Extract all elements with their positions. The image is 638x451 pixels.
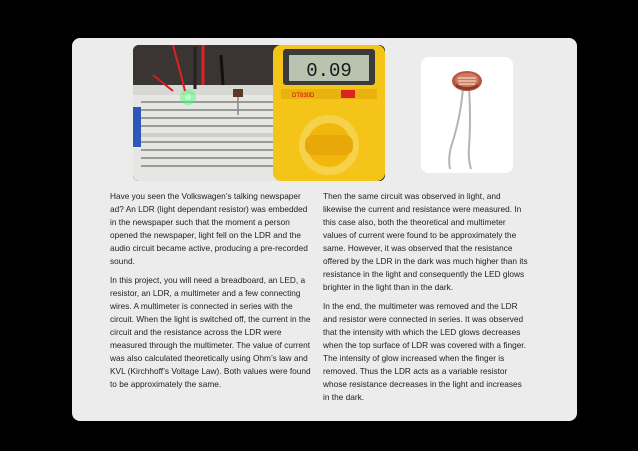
paragraph: In the end, the multimeter was removed and the LDR and resistor were connected in series. It was observed that the intensity with which the LED glows decreases when the top surface of LDR was covered with a finger. The intensity of glow increased when the finger is removed. Thus the LDR acts as a variable resistor whose resistance decreases in the light and increases in the dark. [323,301,526,402]
right-text-column [323,190,529,410]
ldr-image [421,57,513,173]
left-text-column [110,190,316,397]
breadboard-scene [133,45,385,181]
multimeter-display: 0.09 [306,60,352,82]
paragraph: Then the same circuit was observed in light, and likewise the current and resistance were measured. In this case also, both the theoretical and multimeter values of current were found to be approximately the same. However, it was observed that the resistance offered by the LDR in the dark was much higher than its resistance in the light and consequently the LED glows brighter in the light than in the dark. [323,191,528,292]
paragraph: In this project, you will need a breadboard, an LED, a resistor, an LDR, a multimeter and a few connecting wires. A multimeter is connected in series with the circuit. When the light is switched off, the current in the circuit and the resistance across the LDR were measured through the multimeter. The value of current was also calculated theoretically using Ohm’s law and KVL (Kirchhoff’s Voltage Law). Both values were found to be approximately the same. [110,275,311,389]
multimeter-brand: DT830D [292,93,315,99]
breadboard-multimeter-image [133,45,385,181]
content-card [72,38,577,421]
paragraph: Have you seen the Volkswagen’s talking newspaper ad? An LDR (light dependant resistor) was embedded in the newspaper such that the moment a person opened the newspaper, light fell on the LDR and the audio circuit became active, producing a pre-recorded sound. [110,191,308,266]
ldr-scene [421,57,513,173]
